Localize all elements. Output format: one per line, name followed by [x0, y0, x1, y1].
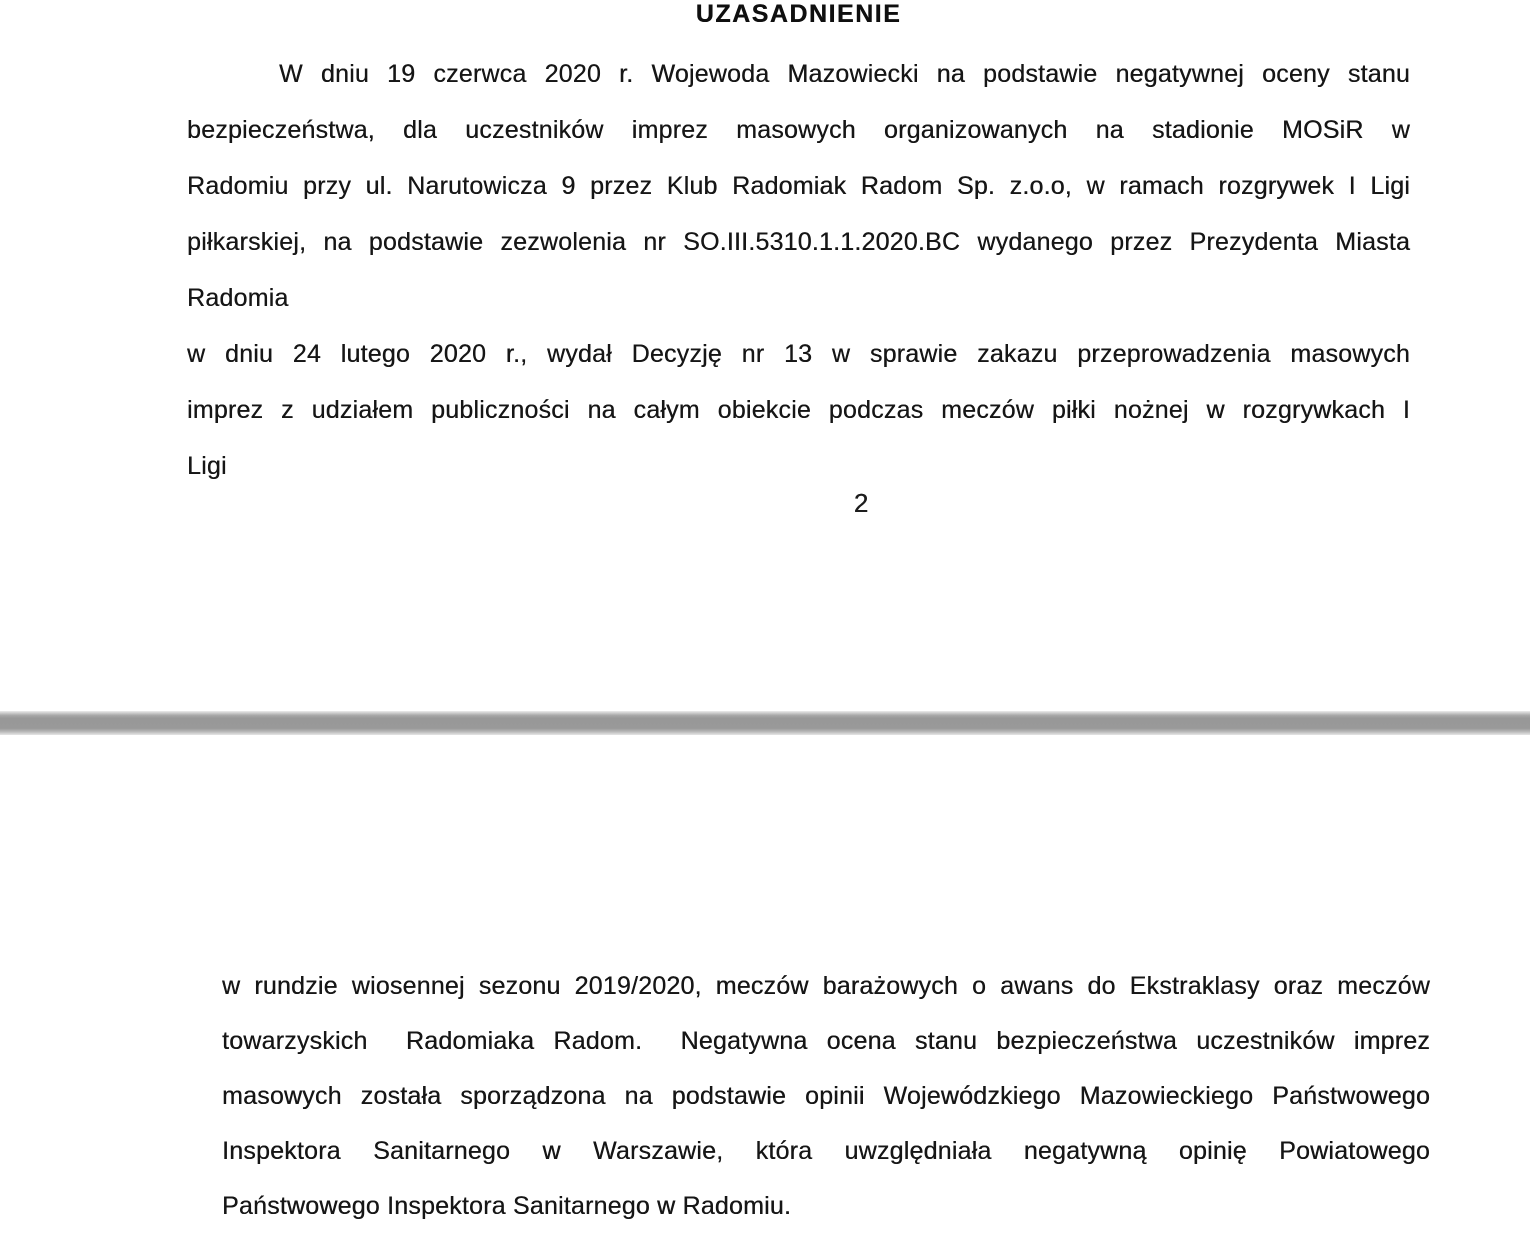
text-line: bezpieczeństwa, dla uczestników imprez masowych organizowanych na stadionie MOSiR w — [187, 116, 1410, 144]
document-title: UZASADNIENIE — [695, 0, 902, 28]
text-line: W dniu 19 czerwca 2020 r. Wojewoda Mazowiecki na podstawie negatywnej oceny stanu — [279, 60, 1410, 88]
text-line: Radomiu przy ul. Narutowicza 9 przez Klub Radomiak Radom Sp. z.o.o, w ramach rozgrywek I Ligi — [187, 172, 1410, 200]
page-divider — [0, 711, 1530, 735]
text-line: Inspektora Sanitarnego w Warszawie, która uwzględniała negatywną opinię Powiatowego — [222, 1137, 1430, 1165]
text-line: masowych została sporządzona na podstawie opinii Wojewódzkiego Mazowieckiego Państwowego — [222, 1082, 1430, 1110]
text-line: Radomia — [187, 284, 289, 312]
text-line: piłkarskiej, na podstawie zezwolenia nr SO.III.5310.1.1.2020.BC wydanego przez Prezydenta Miasta — [187, 228, 1410, 256]
text-line: w dniu 24 lutego 2020 r., wydał Decyzję nr 13 w sprawie zakazu przeprowadzenia masowych — [187, 340, 1410, 368]
page-2-paragraph — [222, 959, 1430, 1234]
text-line: towarzyskich Radomiaka Radom. Negatywna ocena stanu bezpieczeństwa uczestników imprez — [222, 1027, 1430, 1055]
text-line: imprez z udziałem publiczności na całym obiekcie podczas meczów piłki nożnej w rozgrywkach I — [187, 396, 1410, 424]
page-number: 2 — [853, 488, 869, 518]
text-line: w rundzie wiosennej sezonu 2019/2020, meczów barażowych o awans do Ekstraklasy oraz meczów — [222, 972, 1430, 1000]
page-1-paragraph — [187, 46, 1410, 494]
text-line: Ligi — [187, 452, 227, 480]
text-line: Państwowego Inspektora Sanitarnego w Radomiu. — [222, 1192, 792, 1220]
